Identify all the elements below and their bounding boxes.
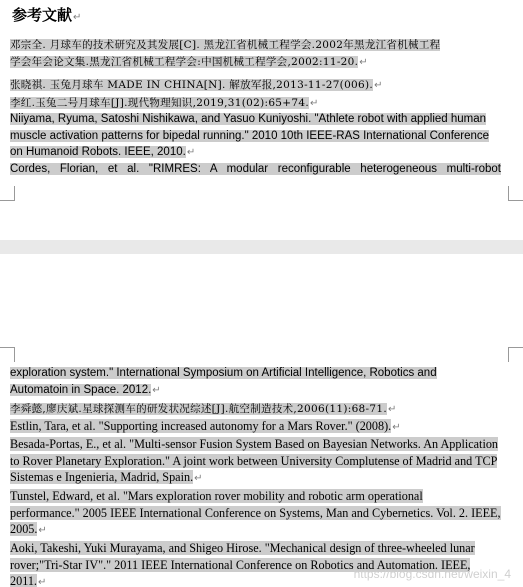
reference-item[interactable]: Tunstel, Edward, et al. "Mars exploration rover mobility and robotic arm operational performance." 2005 IEEE International Conference on Systems, Man and Cybernetics. Vol. 2. IEEE, 2005.↵ — [10, 489, 501, 536]
page-break — [0, 240, 523, 254]
reference-item[interactable]: Besada-Portas, E., et al. "Multi-sensor Fusion System Based on Bayesian Networks. An Application to Rover Planetary Exploration." A joint work between University Complutense of Madrid and TCP Sistemas e Ingenieria, Madrid, Spain.↵ — [10, 437, 499, 484]
references-heading: 参考文献↵ — [12, 6, 82, 24]
page-margin-mark — [508, 347, 523, 362]
page-margin-mark — [0, 186, 15, 201]
document-page-2 — [0, 254, 523, 587]
reference-item[interactable]: 邓宗全. 月球车的技术研究及其发展[C]. 黑龙江省机械工程学会.2002年黑龙江省机械工程 学会年会论文集.黑龙江省机械工程学会:中国机械工程学会,2002:11-20.↵ — [10, 39, 441, 68]
reference-item[interactable]: Estlin, Tara, et al. "Supporting increased autonomy for a Mars Rover." (2008).↵ — [10, 419, 401, 433]
page-margin-mark — [508, 186, 523, 201]
reference-item[interactable]: Cordes, Florian, et al. "RIMRES: A modular reconfigurable heterogeneous multi-robot — [10, 163, 501, 175]
page-margin-mark — [0, 347, 15, 362]
reference-item[interactable]: exploration system." International Symposium on Artificial Intelligence, Robotics and Automatoin in Space. 2012.↵ — [10, 367, 437, 396]
watermark: https://blog.csdn.net/weixin_4 — [353, 567, 511, 581]
reference-item[interactable]: 张晓祺. 玉兔月球车 MADE IN CHINA[N]. 解放军报,2013-11-27(006).↵ — [10, 79, 383, 91]
document-page-1 — [0, 0, 523, 240]
reference-item[interactable]: Aoki, Takeshi, Yuki Murayama, and Shigeo Hirose. "Mechanical design of three-wheeled lunar rover;"Tri-Star IV"." 2011 IEEE International Conference on Robotics and Automation. IEEE, 2011.↵ — [10, 541, 475, 587]
reference-item[interactable]: 李红.玉兔二号月球车[J].现代物理知识,2019,31(02):65+74.↵ — [10, 97, 319, 109]
reference-item[interactable]: 李舜懿,廖庆斌.星球探测车的研发状况综述[J].航空制造技术,2006(11):68-71.↵ — [10, 403, 397, 415]
reference-item[interactable]: Niiyama, Ryuma, Satoshi Nishikawa, and Yasuo Kuniyoshi. "Athlete robot with applied human muscle activation patterns for bipedal running." 2010 10th IEEE-RAS International Conference on Humanoid Robots. IEEE, 2010.↵ — [10, 113, 490, 158]
